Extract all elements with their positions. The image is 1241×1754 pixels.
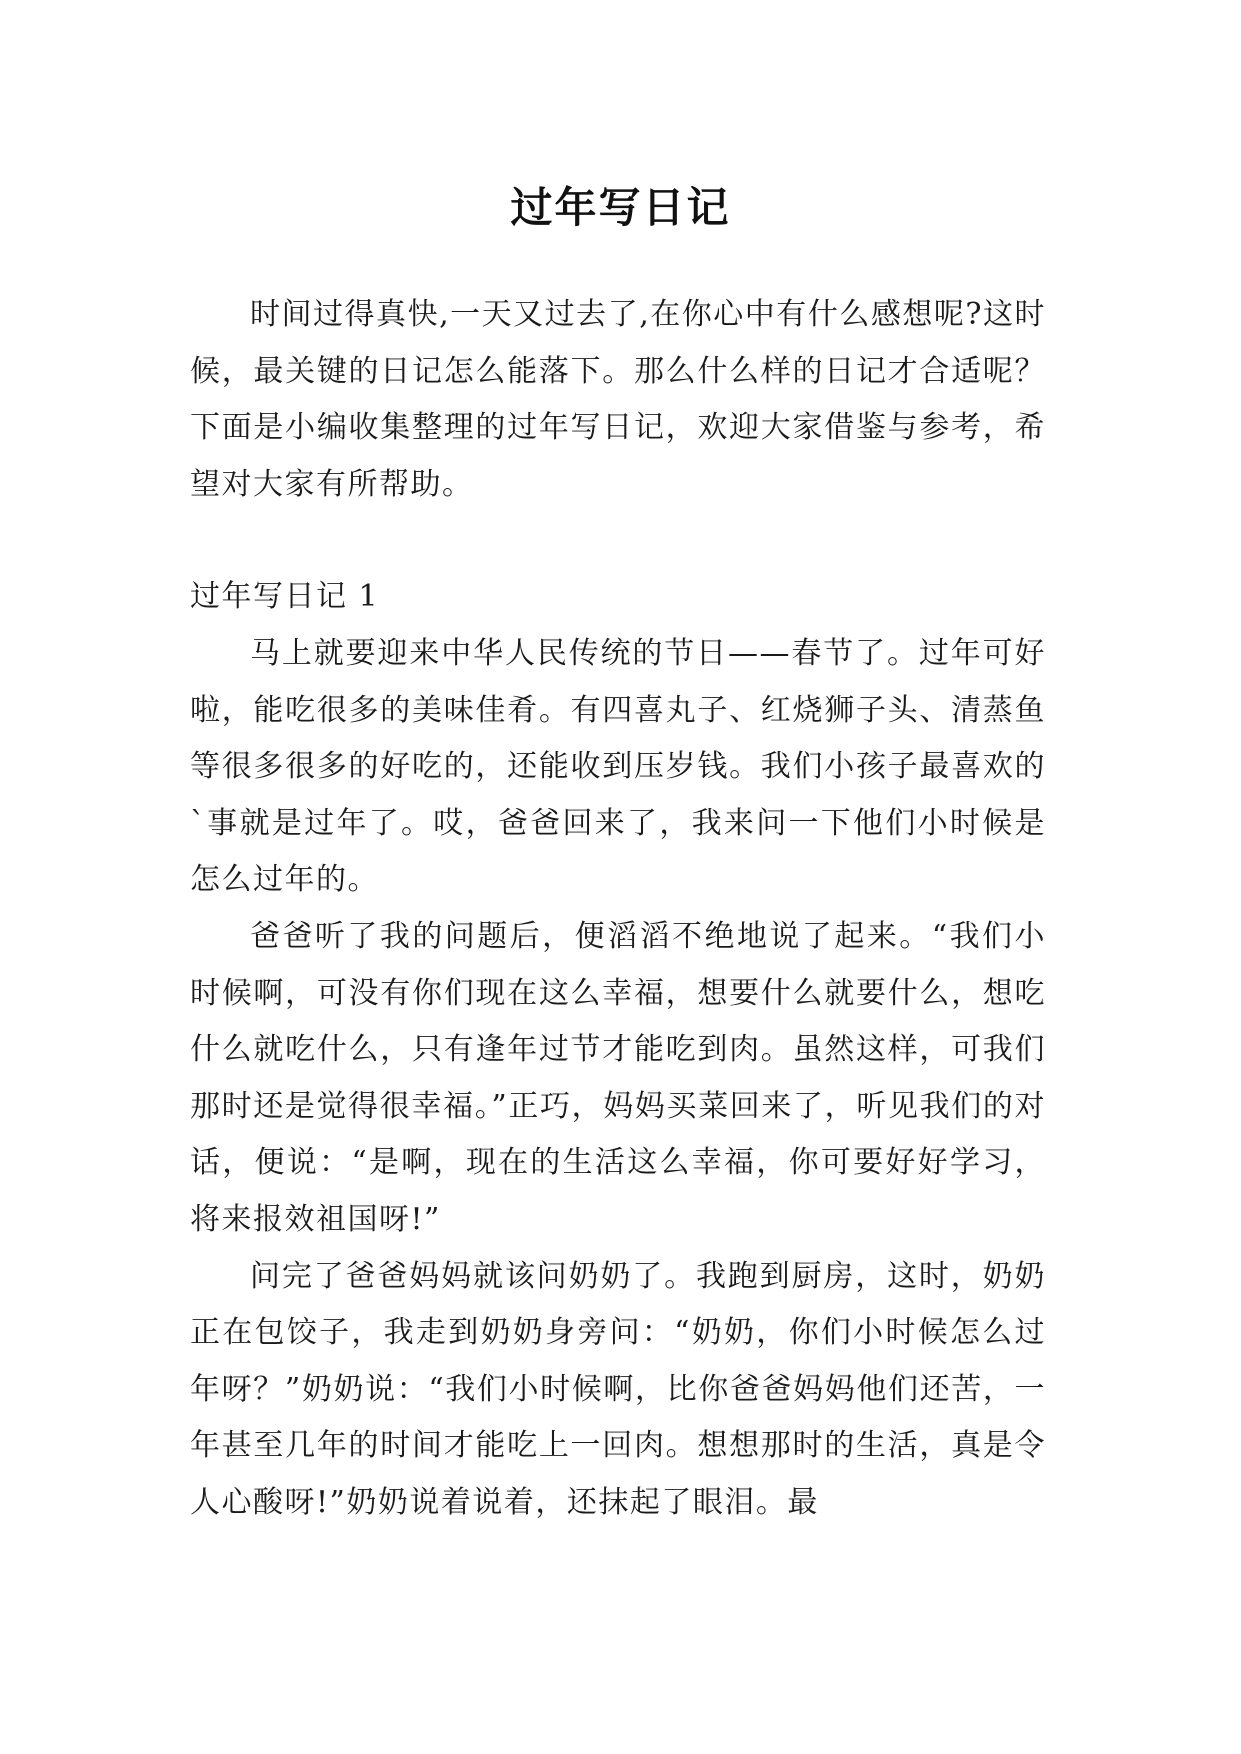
body-paragraph-3: 问完了爸爸妈妈就该问奶奶了。我跑到厨房，这时，奶奶正在包饺子，我走到奶奶身旁问：“奶奶，你们小时候怎么过年呀？”奶奶说：“我们小时候啊，比你爸爸妈妈他们还苦，一年甚至几年的时间才能吃上一回肉。想想那时的生活，真是令人心酸呀!”奶奶说着说着，还抹起了眼泪。最 bbox=[190, 1258, 1046, 1520]
document-title: 过年写日记 bbox=[510, 183, 731, 233]
body-paragraph-1: 马上就要迎来中华人民传统的节日——春节了。过年可好啦，能吃很多的美味佳肴。有四喜丸子、红烧狮子头、清蒸鱼等很多很多的好吃的，还能收到压岁钱。我们小孩子最喜欢的`事就是过年了。哎，爸爸回来了，我来问一下他们小时候是怎么过年的。 bbox=[190, 635, 1046, 898]
body-paragraph-2: 爸爸听了我的问题后，便滔滔不绝地说了起来。“我们小时候啊，可没有你们现在这么幸福，想要什么就要什么，想吃什么就吃什么，只有逢年过节才能吃到肉。虽然这样，可我们那时还是觉得很幸福。”正巧，妈妈买菜回来了，听见我们的对话，便说：“是啊，现在的生活这么幸福，你可要好好学习，将来报效祖国呀!” bbox=[190, 918, 1046, 1237]
section-heading: 过年写日记 1 bbox=[190, 579, 380, 615]
paragraph-gap bbox=[190, 513, 1046, 569]
intro-paragraph: 时间过得真快,一天又过去了,在你心中有什么感想呢?这时候，最关键的日记怎么能落下。那么什么样的日记才合适呢？下面是小编收集整理的过年写日记，欢迎大家借鉴与参考，希望对大家有所帮助。 bbox=[190, 297, 1046, 502]
document-body bbox=[190, 287, 1046, 1531]
